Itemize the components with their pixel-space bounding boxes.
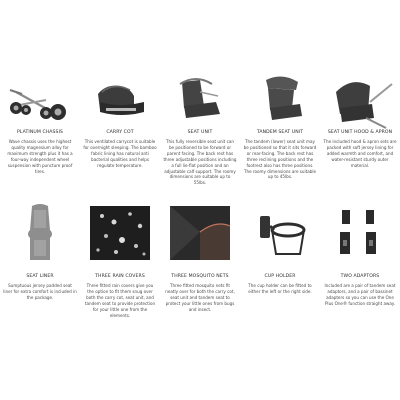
feature-description: This fully reversible seat unit can be positioned to be forward or parent facing. The back rest has three adjustable positions including a full lie-flat position and an adjustable calf support. The roomy dimensions are suitable up to 55lbs. [163,139,237,186]
feature-title: TANDEM SEAT UNIT [256,130,304,135]
feature-description: Three fitted mosquito nets fit neatly over for both the carry cot, seat unit and tandem seat to protect your little ones from bugs and insect. [165,283,235,312]
feature-three-rain-covers [80,200,160,400]
feature-seat-unit [160,0,240,200]
feature-cup-holder [240,200,320,400]
cup-holder-image [246,202,314,264]
feature-description: Wave chassis uses the highest quality magnesium alloy for maximum strength plus it has a four-way independent wheel suspension with puncture proof tires. [7,139,73,174]
rain-cover-image [86,202,154,264]
feature-seat-liner [0,200,80,400]
feature-title: PLATINUM CHASSIS [16,130,64,135]
hood-apron-image [326,72,394,130]
feature-title: THREE RAIN COVERS [95,274,145,279]
tandem-seat-image [246,72,314,130]
feature-description: Three fitted rain covers give you the option to fit them snug over both the carry cot, seat unit, and tandem seat to provide protection for your little one from the elements. [84,283,156,318]
feature-seat-unit-hood-apron [320,0,400,200]
seat-liner-image [6,202,74,264]
feature-title: SEAT UNIT HOOD & APRON [327,130,393,135]
adaptors-image [326,202,394,264]
feature-description: The included hood & apron sets are packed with soft jersey lining for added warmth and comfort, and water-resistant sturdy outer material. [323,139,397,168]
feature-title: TWO ADAPTORS [340,274,380,279]
chassis-image [6,72,74,130]
feature-description: This ventilated carrycot is suitable for overnight sleeping. The bamboo fabric lining has natural anti bacterial qualities and helps regulate temperature. [83,139,157,168]
feature-two-adaptors [320,200,400,400]
feature-description: Sumptuous jersey padded seat liner for extra comfort is included in the package. [3,283,77,300]
feature-description: The cup holder can be fitted to either the left or the right side. [248,283,312,294]
seat-unit-image [166,72,234,130]
feature-title: THREE MOSQUITO NETS [171,274,229,279]
feature-platinum-chassis [0,0,80,200]
feature-three-mosquito-nets [160,200,240,400]
feature-carry-cot [80,0,160,200]
feature-title: SEAT UNIT [187,130,213,135]
feature-title: SEAT LINER [26,274,54,279]
feature-title: CARRY COT [106,130,134,135]
carry-cot-image [86,72,154,130]
feature-tandem-seat-unit [240,0,320,200]
feature-description: The tandem (lower) seat unit may be positioned so that it sits forward or rear-facing. The back rest has three reclining positions and the footrest also has three positions. The roomy dimensions are suitable up to 45lbs. [243,139,317,180]
mosquito-net-image [166,202,234,264]
feature-description: Included are a pair of tandem seat adaptors, and a pair of bassinet adapters so you can use the One Plus One® function straight away. [324,283,396,306]
feature-title: CUP HOLDER [264,274,296,279]
